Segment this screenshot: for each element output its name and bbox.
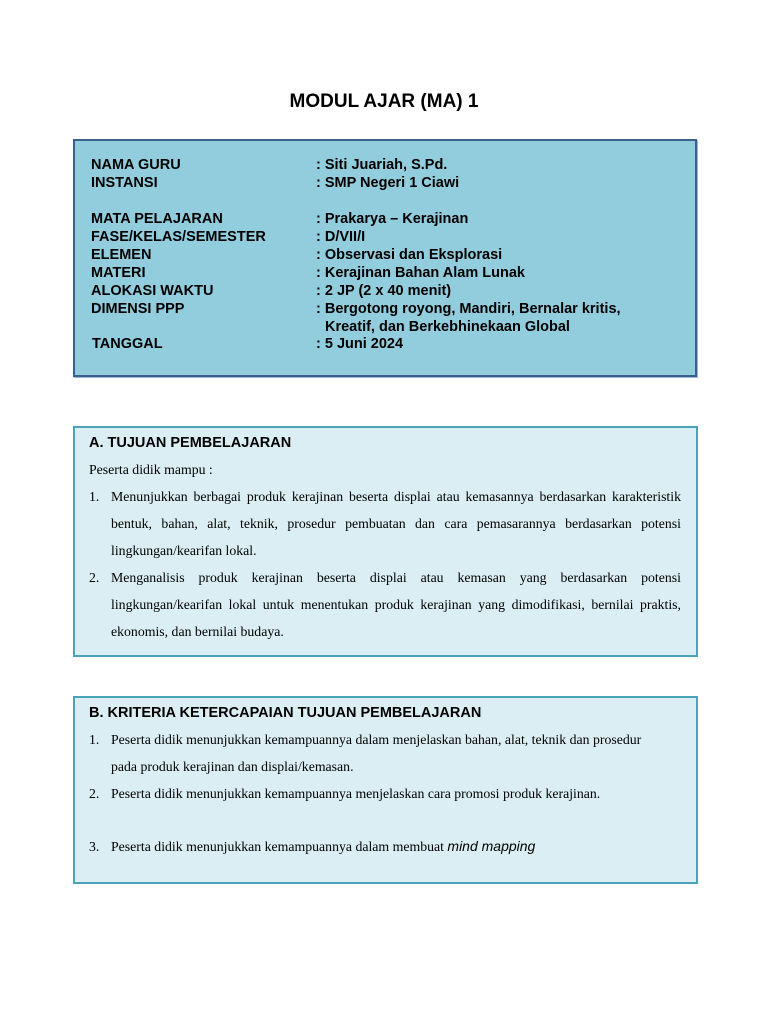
label-fase: FASE/KELAS/SEMESTER [91,229,266,245]
section-a-item-number: 2. [89,570,100,585]
label-elemen: ELEMEN [91,247,152,263]
section-b-heading: B. KRITERIA KETERCAPAIAN TUJUAN PEMBELAJARAN [89,705,482,721]
label-tanggal: TANGGAL [92,336,163,352]
section-b-item: Peserta didik menunjukkan kemampuannya dalam menjelaskan bahan, alat, teknik dan prosedur pada produk kerajinan dan displai/kemasan. [111,732,642,774]
document-title: MODUL AJAR (MA) 1 [289,91,479,112]
label-alokasi-waktu: ALOKASI WAKTU [91,283,214,299]
section-b-item-number: 2. [89,786,100,801]
section-a-heading: A. TUJUAN PEMBELAJARAN [89,435,292,451]
label-materi: MATERI [91,265,146,281]
section-a-intro: Peserta didik mampu : [89,462,213,477]
section-b-item-number: 1. [89,732,100,747]
section-a-box [73,426,698,657]
value-mata-pelajaran: : Prakarya – Kerajinan [316,211,469,227]
label-instansi: INSTANSI [91,175,158,191]
value-tanggal: : 5 Juni 2024 [316,336,404,352]
section-b-item: Peserta didik menunjukkan kemampuannya menjelaskan cara promosi produk kerajinan. [111,786,601,801]
identity-box [73,139,697,377]
section-b-item-italic: mind mapping [447,838,536,854]
value-instansi: : SMP Negeri 1 Ciawi [316,175,460,191]
value-materi: : Kerajinan Bahan Alam Lunak [316,265,525,281]
section-b-box [73,696,698,884]
value-fase: : D/VII/I [316,229,366,245]
section-a-item: Menganalisis produk kerajinan beserta displai atau kemasan yang berdasarkan potensi lingkungan/kearifan lokal untuk menentukan produk kerajinan yang dimodifikasi, bernilai praktis, ekonomis, dan bernilai budaya. [111,570,681,639]
section-b-item-number: 3. [89,839,100,854]
section-a-item: Menunjukkan berbagai produk kerajinan beserta displai atau kemasannya berdasarkan karakteristik bentuk, bahan, alat, teknik, prosedur pembuatan dan cara pemasarannya berdasarkan potensi lingkungan/kearifan lokal. [111,489,681,558]
value-alokasi-waktu: : 2 JP (2 x 40 menit) [316,283,452,299]
value-elemen: : Observasi dan Eksplorasi [316,247,503,263]
section-b-item-text: Peserta didik menunjukkan kemampuannya dalam membuat [111,839,444,854]
label-mata-pelajaran: MATA PELAJARAN [91,211,223,227]
section-b-item [111,833,681,860]
label-dimensi: DIMENSI PPP [91,301,185,317]
value-dimensi-line1: : Bergotong royong, Mandiri, Bernalar kritis, [316,301,621,317]
section-a-item-number: 1. [89,489,100,504]
value-dimensi-line2: Kreatif, dan Berkebhinekaan Global [325,319,570,335]
value-nama-guru: : Siti Juariah, S.Pd. [316,157,448,173]
label-nama-guru: NAMA GURU [91,157,181,173]
